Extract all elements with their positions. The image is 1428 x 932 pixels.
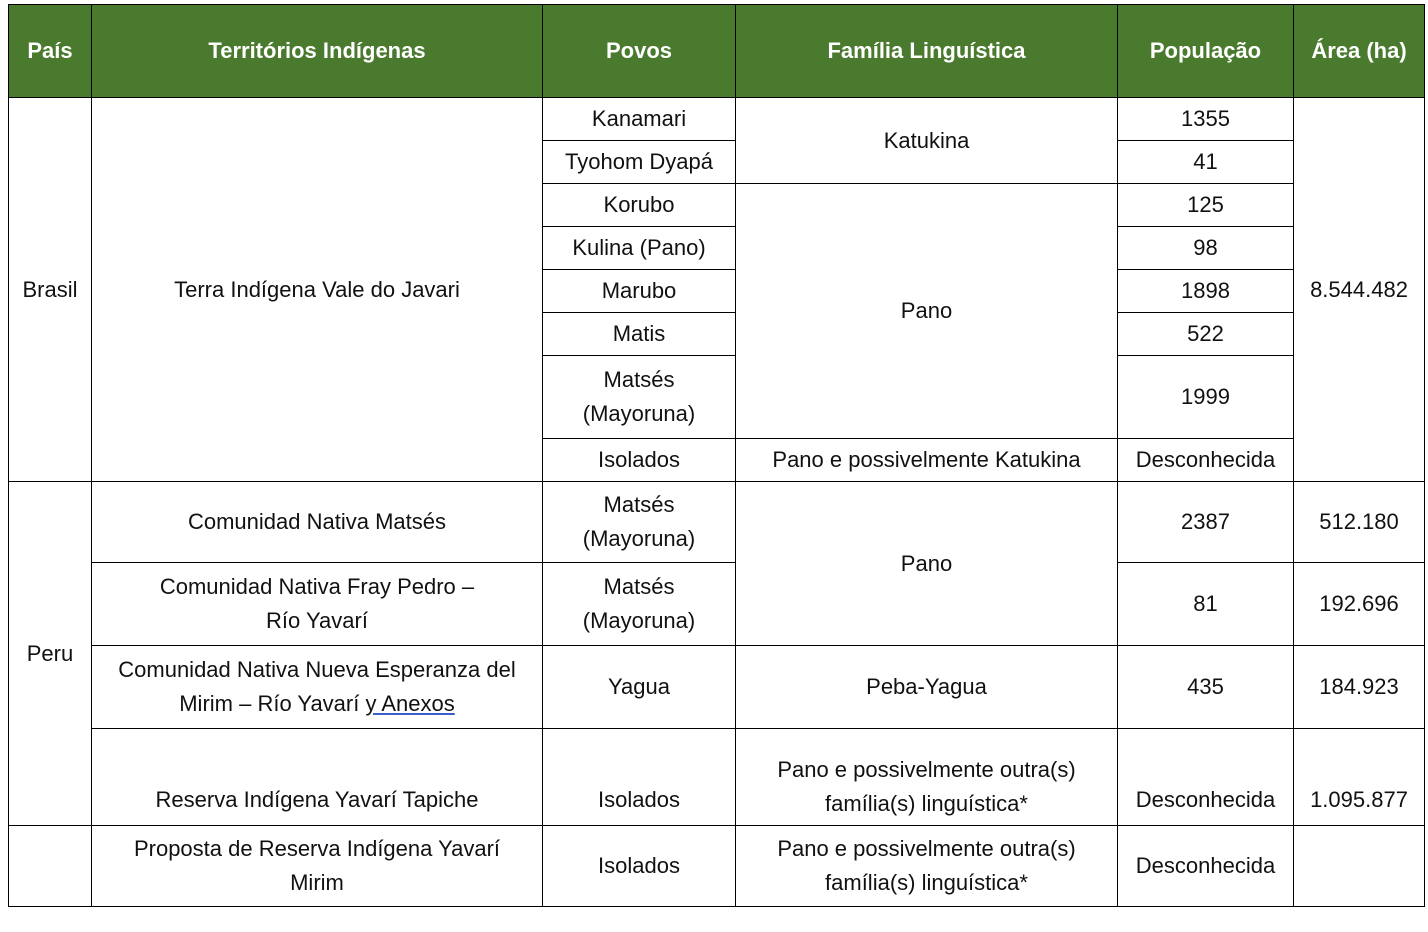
people-cell: Marubo <box>543 270 736 313</box>
area-cell: 184.923 <box>1294 646 1425 729</box>
people-cell: Matsés (Mayoruna) <box>543 563 736 646</box>
header-pais: País <box>9 5 92 98</box>
area-cell: 8.544.482 <box>1294 98 1425 482</box>
people-cell: Kulina (Pano) <box>543 227 736 270</box>
indigenous-territories-table <box>8 4 1425 907</box>
family-cell: Pano e possivelmente outra(s) família(s) linguística* <box>736 729 1118 826</box>
header-familia: Família Linguística <box>736 5 1118 98</box>
population-cell: 1355 <box>1118 98 1294 141</box>
area-cell <box>1294 826 1425 907</box>
people-cell: Matis <box>543 313 736 356</box>
population-cell: 1898 <box>1118 270 1294 313</box>
family-cell: Pano e possivelmente outra(s) família(s) linguística* <box>736 826 1118 907</box>
population-cell: Desconhecida <box>1118 439 1294 482</box>
country-cell: Peru <box>9 482 92 826</box>
family-cell: Katukina <box>736 98 1118 184</box>
table-row <box>9 646 1425 729</box>
population-cell: Desconhecida <box>1118 826 1294 907</box>
header-populacao: População <box>1118 5 1294 98</box>
header-row <box>9 5 1425 98</box>
area-cell: 1.095.877 <box>1294 729 1425 826</box>
table-row <box>9 563 1425 646</box>
people-cell: Matsés (Mayoruna) <box>543 482 736 563</box>
header-territorios: Territórios Indígenas <box>92 5 543 98</box>
family-cell: Pano e possivelmente Katukina <box>736 439 1118 482</box>
territory-cell <box>92 646 543 729</box>
table-row <box>9 729 1425 826</box>
family-cell: Peba-Yagua <box>736 646 1118 729</box>
people-cell: Isolados <box>543 826 736 907</box>
territory-cell: Terra Indígena Vale do Javari <box>92 98 543 482</box>
population-cell: 41 <box>1118 141 1294 184</box>
family-cell: Pano <box>736 184 1118 439</box>
territory-cell: Comunidad Nativa Matsés <box>92 482 543 563</box>
territory-text: Comunidad Nativa Nueva Esperanza del Mirim – Río Yavarí <box>118 657 516 716</box>
population-cell: 522 <box>1118 313 1294 356</box>
header-area: Área (ha) <box>1294 5 1425 98</box>
table-row <box>9 98 1425 141</box>
country-cell <box>9 826 92 907</box>
population-cell: 435 <box>1118 646 1294 729</box>
population-cell: Desconhecida <box>1118 729 1294 826</box>
table-row <box>9 482 1425 563</box>
people-cell: Kanamari <box>543 98 736 141</box>
people-cell: Isolados <box>543 729 736 826</box>
table-row <box>9 826 1425 907</box>
header-povos: Povos <box>543 5 736 98</box>
people-cell: Isolados <box>543 439 736 482</box>
territory-cell: Comunidad Nativa Fray Pedro – Río Yavarí <box>92 563 543 646</box>
country-cell: Brasil <box>9 98 92 482</box>
territory-cell: Reserva Indígena Yavarí Tapiche <box>92 729 543 826</box>
population-cell: 1999 <box>1118 356 1294 439</box>
area-cell: 512.180 <box>1294 482 1425 563</box>
people-cell: Tyohom Dyapá <box>543 141 736 184</box>
territory-cell: Proposta de Reserva Indígena Yavarí Mirim <box>92 826 543 907</box>
population-cell: 81 <box>1118 563 1294 646</box>
population-cell: 98 <box>1118 227 1294 270</box>
family-cell: Pano <box>736 482 1118 646</box>
people-cell: Yagua <box>543 646 736 729</box>
population-cell: 2387 <box>1118 482 1294 563</box>
people-cell: Korubo <box>543 184 736 227</box>
population-cell: 125 <box>1118 184 1294 227</box>
people-cell: Matsés (Mayoruna) <box>543 356 736 439</box>
territory-text-underlined: y Anexos <box>365 691 455 716</box>
area-cell: 192.696 <box>1294 563 1425 646</box>
